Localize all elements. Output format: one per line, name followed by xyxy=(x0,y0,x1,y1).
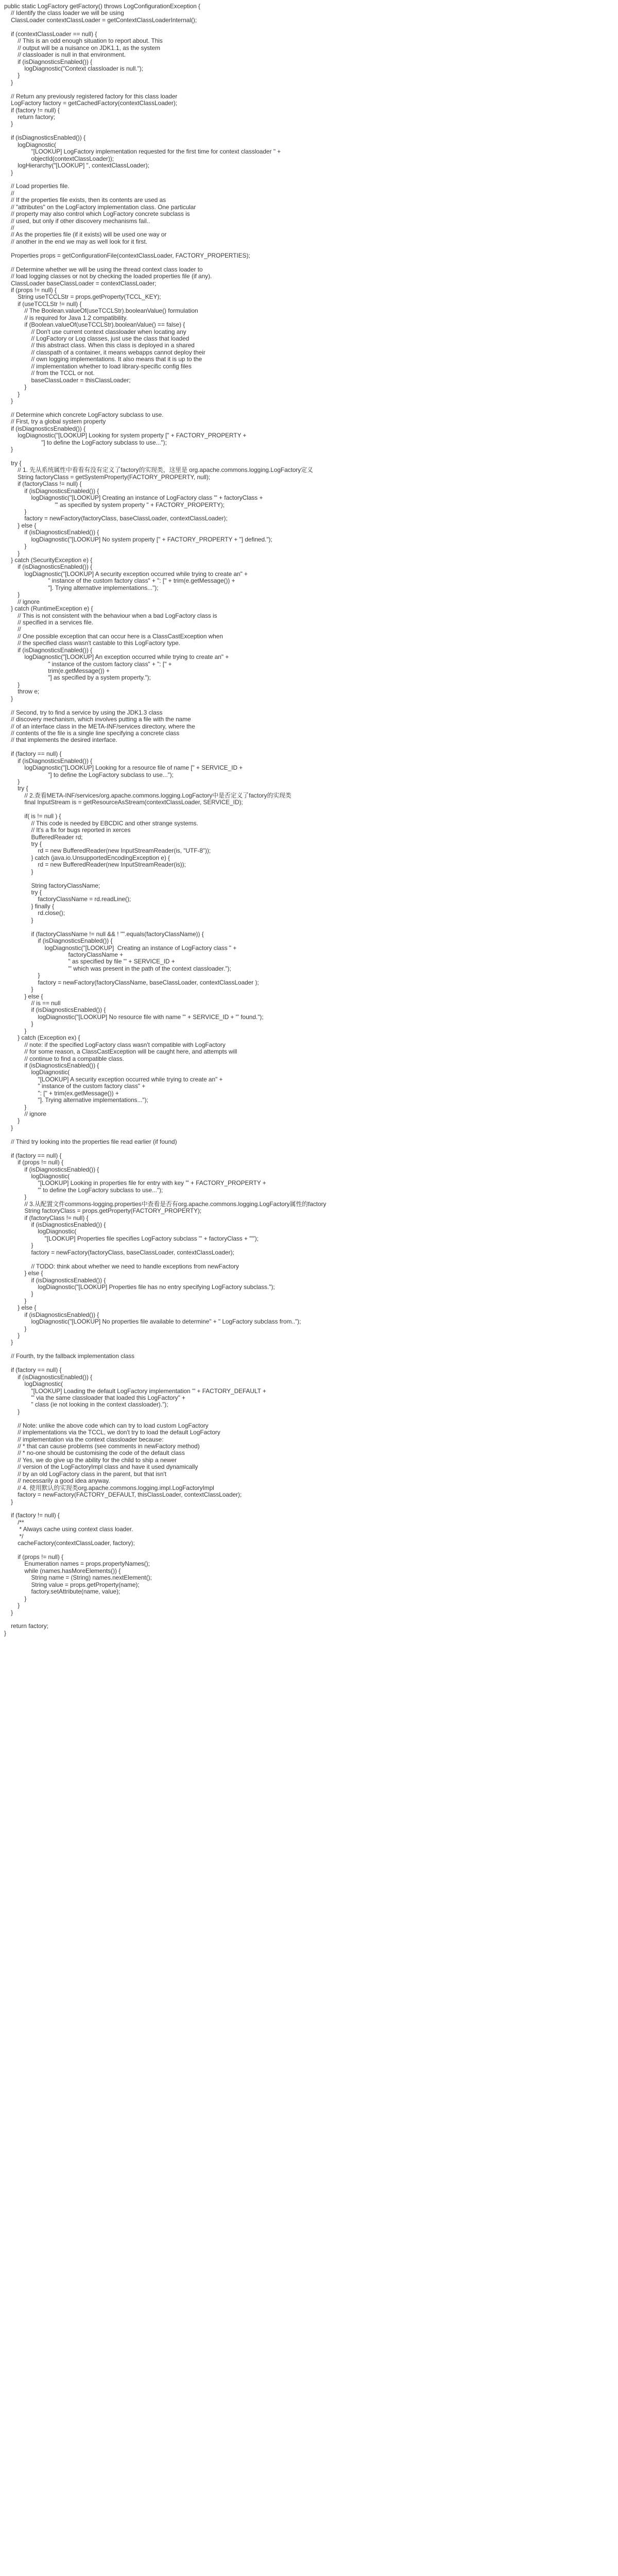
code-line: "[LOOKUP] Looking in properties file for entry with key '" + FACTORY_PROPERTY + xyxy=(4,1180,266,1187)
code-line: // this abstract class. When this class is deployed in a shared xyxy=(4,342,195,349)
code-line: // output will be a nuisance on JDK1.1, as the system xyxy=(4,44,160,52)
code-line xyxy=(4,702,612,709)
code-line: } xyxy=(4,72,20,79)
code-line: } xyxy=(4,1602,20,1609)
code-line: rd = new BufferedReader(new InputStreamReader(is)); xyxy=(4,861,186,869)
code-line: } catch (SecurityException e) { xyxy=(4,557,93,564)
code-line xyxy=(4,1145,612,1152)
code-line: // This is an odd enough situation to report about. This xyxy=(4,38,163,45)
code-line: baseClassLoader = thisClassLoader; xyxy=(4,377,131,384)
code-line: "' which was present in the path of the context classloader."); xyxy=(4,965,231,972)
code-line: if (props != null) { xyxy=(4,1554,64,1561)
code-line xyxy=(4,1346,612,1353)
code-line: // This code is needed by EBCDIC and other strange systems. xyxy=(4,820,198,827)
code-line xyxy=(4,1415,612,1422)
code-line: // Determine which concrete LogFactory subclass to use. xyxy=(4,411,164,418)
code-line: } xyxy=(4,1027,27,1035)
code-line: // The Boolean.valueOf(useTCCLStr).booleanValue() formulation xyxy=(4,308,198,315)
code-line: } xyxy=(4,384,27,391)
code-line xyxy=(4,1547,612,1554)
code-line: // Second, try to find a service by using the JDK1.3 class xyxy=(4,709,163,716)
code-line: logDiagnostic( xyxy=(4,1381,63,1388)
code-line: // If the properties file exists, then its contents are used as xyxy=(4,197,166,204)
code-line: logDiagnostic("[LOOKUP] A security exception occurred while trying to create an" + xyxy=(4,570,248,578)
code-line: // 2.查看META-INF/services/org.apache.commons.logging.LogFactory中是否定义了factory的实现类 xyxy=(4,792,291,799)
code-line: rd = new BufferedReader(new InputStreamReader(is, "UTF-8")); xyxy=(4,848,211,855)
code-line: " as specified by file '" + SERVICE_ID + xyxy=(4,958,175,965)
code-line: if (factory != null) { xyxy=(4,1512,60,1519)
code-line: String value = props.getProperty(name); xyxy=(4,1581,140,1588)
code-line: } xyxy=(4,1291,33,1298)
code-line: // * that can cause problems (see comments in newFactory method) xyxy=(4,1443,200,1450)
code-line: // used, but only if other discovery mechanisms fail.. xyxy=(4,217,150,225)
code-line: // another in the end we may as well look for it first. xyxy=(4,238,148,245)
code-block xyxy=(4,3,612,1637)
code-line: // LogFactory or Log classes, just use the class that loaded xyxy=(4,335,190,342)
code-line xyxy=(4,924,612,930)
code-line: // Fourth, try the fallback implementation class xyxy=(4,1353,135,1360)
code-line: // Third try looking into the properties file read earlier (if found) xyxy=(4,1138,177,1145)
code-line: // of an interface class in the META-INF/services directory, where the xyxy=(4,723,195,730)
code-line: String useTCCLStr = props.getProperty(TCCL_KEY); xyxy=(4,294,161,301)
code-line: // the specified class wasn't castable to this LogFactory type. xyxy=(4,640,180,647)
code-line: logHierarchy("[LOOKUP] ", contextClassLoader); xyxy=(4,162,149,170)
code-line: // Determine whether we will be using the thread context class loader to xyxy=(4,266,203,273)
code-line: // First, try a global system property xyxy=(4,418,106,426)
code-line: // contents of the file is a single line specifying a concrete class xyxy=(4,730,180,737)
code-line: // is required for Java 1.2 compatibility. xyxy=(4,314,128,321)
code-line xyxy=(4,1360,612,1367)
code-line: } xyxy=(4,169,13,176)
code-line: if (factoryClassName != null && ! "".equals(factoryClassName)) { xyxy=(4,930,204,938)
code-line: } xyxy=(4,1194,27,1201)
code-line: " class (ie not looking in the context classloader)."); xyxy=(4,1401,168,1409)
code-line: Enumeration names = props.propertyNames(); xyxy=(4,1561,150,1568)
code-line: BufferedReader rd; xyxy=(4,834,83,841)
code-line: factory.setAttribute(name, value); xyxy=(4,1588,121,1596)
code-line xyxy=(4,1505,612,1512)
code-line: */ xyxy=(4,1533,24,1540)
code-line: " instance of the custom factory class" + ": [" + trim(e.getMessage()) + xyxy=(4,578,235,585)
code-line: "' via the same classloader that loaded this LogFactory" + xyxy=(4,1394,185,1401)
code-line: } xyxy=(4,591,20,599)
code-line: if (props != null) { xyxy=(4,286,57,294)
code-line: * Always cache using context class loader. xyxy=(4,1526,133,1533)
code-line: // note: if the specified LogFactory class wasn't compatible with LogFactory xyxy=(4,1041,226,1048)
code-line: try { xyxy=(4,785,28,792)
code-line: // 3.从配置文件commons-logging.properties中查看是否有org.apache.commons.logging.LogFactory属性的factory xyxy=(4,1200,327,1208)
code-line: } catch (RuntimeException e) { xyxy=(4,605,93,613)
code-line: "[LOOKUP] LogFactory implementation requested for the first time for context classloader " + xyxy=(4,148,281,156)
code-line: if (isDiagnosticsEnabled()) { xyxy=(4,1166,99,1173)
code-line: if (factory != null) { xyxy=(4,107,60,114)
code-line: if (props != null) { xyxy=(4,1159,64,1166)
code-line: } xyxy=(4,121,13,128)
code-line: // 1. 先从系统属性中看看有没有定义了factory的实现类，这里是 org.apache.commons.logging.LogFactory定义 xyxy=(4,467,313,474)
code-line: // specified in a services file. xyxy=(4,619,94,626)
code-line: ": [" + trim(ex.getMessage()) + xyxy=(4,1090,119,1097)
code-line xyxy=(4,24,612,30)
code-line: if (factoryClass != null) { xyxy=(4,1214,89,1222)
code-line: } xyxy=(4,1124,13,1131)
code-line: logDiagnostic("[LOOKUP] Properties file has no entry specifying LogFactory subclass."); xyxy=(4,1283,275,1291)
code-line: } xyxy=(4,972,40,979)
code-line: } catch (java.io.UnsupportedEncodingException e) { xyxy=(4,854,170,861)
code-line: } xyxy=(4,79,13,86)
code-line: try { xyxy=(4,889,42,896)
code-line xyxy=(4,453,612,460)
code-line: logDiagnostic( xyxy=(4,1069,70,1076)
code-line: // classloader is null in that environment. xyxy=(4,52,126,59)
code-line: String factoryClass = props.getProperty(FACTORY_PROPERTY); xyxy=(4,1208,202,1215)
code-line: objectId(contextClassLoader)); xyxy=(4,155,114,162)
code-line: throw e; xyxy=(4,688,40,696)
code-line: } xyxy=(4,917,33,924)
code-line: logDiagnostic("[LOOKUP] Looking for system property [" + FACTORY_PROPERTY + xyxy=(4,432,247,439)
code-line: cacheFactory(contextClassLoader, factory); xyxy=(4,1540,135,1547)
code-line: if (isDiagnosticsEnabled()) { xyxy=(4,757,93,765)
code-line: ClassLoader contextClassLoader = getContextClassLoaderInternal(); xyxy=(4,16,197,24)
code-line: if (isDiagnosticsEnabled()) { xyxy=(4,58,93,65)
code-line: factoryClassName = rd.readLine(); xyxy=(4,896,131,903)
code-line: } xyxy=(4,1332,20,1339)
code-line: } xyxy=(4,508,27,515)
code-line: // xyxy=(4,626,21,633)
code-line: // from the TCCL or not. xyxy=(4,370,95,377)
code-line: // TODO: think about whether we need to handle exceptions from newFactory xyxy=(4,1263,239,1270)
code-line xyxy=(4,128,612,134)
code-line: if (factory == null) { xyxy=(4,1367,62,1374)
code-line: if (isDiagnosticsEnabled()) { xyxy=(4,564,93,571)
code-line: } xyxy=(4,986,33,993)
code-line: "[LOOKUP] Loading the default LogFactory implementation '" + FACTORY_DEFAULT + xyxy=(4,1387,266,1395)
code-line: // implementation via the context classloader because: xyxy=(4,1436,164,1443)
code-line xyxy=(4,744,612,751)
code-line: } xyxy=(4,1297,27,1304)
code-line: "] to define the LogFactory subclass to use..."); xyxy=(4,771,174,778)
code-line: factory = newFactory(FACTORY_DEFAULT, thisClassLoader, contextClassLoader); xyxy=(4,1492,242,1499)
code-line: } xyxy=(4,1021,33,1028)
code-line: "]. Trying alternative implementations..."); xyxy=(4,584,159,591)
code-line: if (isDiagnosticsEnabled()) { xyxy=(4,425,86,432)
code-line: // Return any previously registered factory for this class loader xyxy=(4,93,178,100)
code-line: // It's a fix for bugs reported in xerces xyxy=(4,827,131,834)
code-line: if (factory == null) { xyxy=(4,751,62,758)
code-line: /** xyxy=(4,1519,24,1526)
code-line: "' to define the LogFactory subclass to use..."); xyxy=(4,1187,163,1194)
code-line xyxy=(4,86,612,93)
code-line: if (isDiagnosticsEnabled()) { xyxy=(4,1062,99,1069)
code-line: } xyxy=(4,1339,13,1346)
code-line: } xyxy=(4,391,20,398)
code-line: " instance of the custom factory class" + xyxy=(4,1083,146,1090)
code-line: // ignore xyxy=(4,598,40,605)
code-line: // for some reason, a ClassCastException will be caught here, and attempts will xyxy=(4,1048,237,1056)
code-line: // continue to find a compatible class. xyxy=(4,1055,124,1062)
code-line: } xyxy=(4,1408,20,1415)
code-line: } xyxy=(4,1498,13,1505)
code-line: if (factoryClass != null) { xyxy=(4,481,82,488)
code-line: if( is != null ) { xyxy=(4,813,61,820)
code-line: // property may also control which LogFactory concrete subclass is xyxy=(4,211,190,218)
code-line: factory = newFactory(factoryClass, baseClassLoader, contextClassLoader); xyxy=(4,515,228,522)
code-line: logDiagnostic("[LOOKUP] Creating an instance of LogFactory class '" + factoryClass + xyxy=(4,495,263,502)
code-line: } xyxy=(4,695,13,702)
code-line: final InputStream is = getResourceAsStream(contextClassLoader, SERVICE_ID); xyxy=(4,799,243,806)
code-line: trim(e.getMessage()) + xyxy=(4,668,110,674)
code-line: ClassLoader baseClassLoader = contextClassLoader; xyxy=(4,280,157,287)
code-line: } xyxy=(4,397,13,404)
code-line xyxy=(4,259,612,266)
code-line: } else { xyxy=(4,1304,37,1312)
code-line: } xyxy=(4,446,13,453)
code-line: "] to define the LogFactory subclass to use..."); xyxy=(4,439,167,446)
code-line: } xyxy=(4,543,27,550)
code-line: } else { xyxy=(4,1270,43,1277)
code-line: "[LOOKUP] Properties file specifies LogFactory subclass '" + factoryClass + "'"); xyxy=(4,1235,259,1242)
code-line: } xyxy=(4,1242,33,1249)
code-line: // Load properties file. xyxy=(4,183,70,190)
code-line: if (isDiagnosticsEnabled()) { xyxy=(4,1277,106,1284)
code-line: // implementation whether to load library-specific config files xyxy=(4,363,192,370)
code-line: // This is not consistent with the behaviour when a bad LogFactory class is xyxy=(4,612,217,619)
code-line xyxy=(4,1131,612,1138)
code-line: // Don't use current context classloader when locating any xyxy=(4,328,186,335)
code-line: } xyxy=(4,1104,27,1111)
code-line: logDiagnostic( xyxy=(4,1173,70,1180)
code-line: "]. Trying alternative implementations..."); xyxy=(4,1097,148,1104)
code-line: // discovery mechanism, which involves putting a file with the name xyxy=(4,716,191,723)
code-line xyxy=(4,176,612,183)
code-line: } xyxy=(4,1595,27,1602)
code-line: if (isDiagnosticsEnabled()) { xyxy=(4,487,99,495)
code-line: if (isDiagnosticsEnabled()) { xyxy=(4,134,86,142)
code-line: // ignore xyxy=(4,1111,46,1117)
code-line: return factory; xyxy=(4,114,55,121)
code-line xyxy=(4,875,612,882)
code-line: if (isDiagnosticsEnabled()) { xyxy=(4,647,93,654)
code-line xyxy=(4,404,612,411)
code-line: // * no-one should be customising the code of the default class xyxy=(4,1450,185,1457)
code-line: // Note: unlike the above code which can try to load custom LogFactory xyxy=(4,1422,209,1429)
code-line: rd.close(); xyxy=(4,910,65,917)
code-line: // version of the LogFactoryImpl class and have it used dynamically xyxy=(4,1464,198,1471)
code-line: String name = (String) names.nextElement(); xyxy=(4,1574,152,1582)
code-line: // by an old LogFactory class in the parent, but that isn't xyxy=(4,1470,167,1478)
code-line: if (isDiagnosticsEnabled()) { xyxy=(4,1311,99,1318)
code-line: LogFactory factory = getCachedFactory(contextClassLoader); xyxy=(4,100,178,107)
code-line: // implementations via the TCCL, we don't try to load the default LogFactory xyxy=(4,1429,220,1436)
code-line: if (isDiagnosticsEnabled()) { xyxy=(4,1007,106,1014)
code-line xyxy=(4,806,612,813)
code-line: if (contextClassLoader == null) { xyxy=(4,30,97,38)
code-line xyxy=(4,1256,612,1263)
code-line: logDiagnostic("Context classloader is null."); xyxy=(4,65,143,72)
code-line: // load logging classes or not by checking the loaded properties file (if any). xyxy=(4,273,212,280)
code-line: } xyxy=(4,1117,20,1125)
code-line: if (isDiagnosticsEnabled()) { xyxy=(4,529,99,536)
code-line: } xyxy=(4,1630,6,1637)
code-line: // xyxy=(4,190,14,197)
code-line: String factoryClassName; xyxy=(4,882,100,889)
code-line: // Identify the class loader we will be using xyxy=(4,10,124,17)
code-line: String factoryClass = getSystemProperty(FACTORY_PROPERTY, null); xyxy=(4,473,211,481)
code-line: // classpath of a container, it means webapps cannot deploy their xyxy=(4,349,205,356)
code-line: // is == null xyxy=(4,1000,61,1007)
code-line: // One possible exception that can occur here is a ClassCastException when xyxy=(4,633,223,640)
code-line: } xyxy=(4,868,33,875)
code-line: } xyxy=(4,778,20,785)
code-line: // xyxy=(4,225,14,231)
code-line: logDiagnostic("[LOOKUP] No properties file available to determine" + " LogFactory subclass from.."); xyxy=(4,1318,301,1326)
code-line: try { xyxy=(4,840,42,848)
code-line: if (isDiagnosticsEnabled()) { xyxy=(4,1222,106,1228)
code-line: } xyxy=(4,550,20,557)
code-line: if (isDiagnosticsEnabled()) { xyxy=(4,1374,93,1381)
code-line: factoryClassName + xyxy=(4,951,124,958)
code-line: } xyxy=(4,1609,13,1616)
code-line: logDiagnostic("[LOOKUP] No resource file with name '" + SERVICE_ID + "' found."); xyxy=(4,1013,264,1021)
code-line: // own logging implementations. It also means that it is up to the xyxy=(4,356,202,363)
code-line: } catch (Exception ex) { xyxy=(4,1035,80,1042)
code-line: return factory; xyxy=(4,1623,48,1630)
code-line: factory = newFactory(factoryClassName, baseClassLoader, contextClassLoader ); xyxy=(4,979,259,986)
code-line xyxy=(4,1616,612,1623)
code-line: Properties props = getConfigurationFile(contextClassLoader, FACTORY_PROPERTIES); xyxy=(4,252,250,259)
code-line: logDiagnostic("[LOOKUP] Looking for a resource file of name [" + SERVICE_ID + xyxy=(4,765,243,772)
code-line: " instance of the custom factory class" + ": [" + xyxy=(4,660,172,668)
code-line: "' as specified by system property " + FACTORY_PROPERTY); xyxy=(4,501,225,509)
code-line: if (isDiagnosticsEnabled()) { xyxy=(4,938,113,945)
code-line: "] as specified by a system property."); xyxy=(4,674,151,682)
code-line: } else { xyxy=(4,522,37,529)
code-line: // that implements the desired interface. xyxy=(4,737,117,744)
code-line: "[LOOKUP] A security exception occurred while trying to create an" + xyxy=(4,1076,223,1083)
code-line: if (factory == null) { xyxy=(4,1152,62,1159)
code-line: } xyxy=(4,681,20,688)
code-line: // "attributes" on the LogFactory implementation class. One particular xyxy=(4,204,196,211)
code-line: // Yes, we do give up the ability for the child to ship a newer xyxy=(4,1456,177,1464)
code-line: try { xyxy=(4,460,22,467)
code-line: logDiagnostic("[LOOKUP] Creating an instance of LogFactory class " + xyxy=(4,944,237,952)
code-line: if (Boolean.valueOf(useTCCLStr).booleanValue() == false) { xyxy=(4,321,185,329)
code-line: // 4. 使用默认的实现类org.apache.commons.logging.impl.LogFactoryImpl xyxy=(4,1484,214,1492)
code-line: // necessarily a good idea anyway. xyxy=(4,1478,110,1485)
code-line: } else { xyxy=(4,993,43,1000)
code-line: if (useTCCLStr != null) { xyxy=(4,300,82,308)
code-line: } xyxy=(4,1325,27,1332)
code-line: logDiagnostic( xyxy=(4,141,56,148)
code-line: // As the properties file (if it exists) will be used one way or xyxy=(4,231,167,239)
code-line: public static LogFactory getFactory() throws LogConfigurationException { xyxy=(4,3,200,10)
code-line: logDiagnostic("[LOOKUP] An exception occurred while trying to create an" + xyxy=(4,654,229,661)
code-line xyxy=(4,245,612,252)
code-line: factory = newFactory(factoryClass, baseClassLoader, contextClassLoader); xyxy=(4,1249,234,1256)
code-line: logDiagnostic( xyxy=(4,1228,77,1235)
code-line: logDiagnostic("[LOOKUP] No system property [" + FACTORY_PROPERTY + "] defined."); xyxy=(4,536,272,543)
code-line: while (names.hasMoreElements()) { xyxy=(4,1567,121,1574)
code-line: } finally { xyxy=(4,903,55,910)
